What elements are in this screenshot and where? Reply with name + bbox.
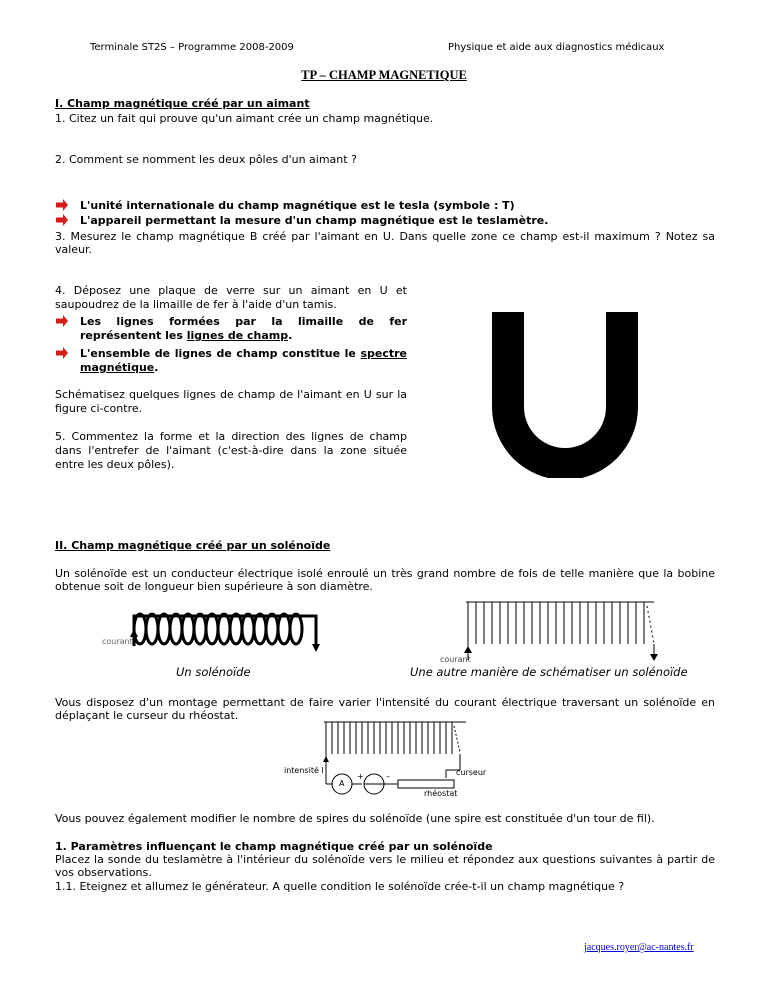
arrow-right-icon xyxy=(55,213,69,227)
solenoid-schema-figure xyxy=(464,598,662,662)
note-lignes-champ: Les lignes formées par la limaille de fer représentent les lignes de champ. xyxy=(80,315,407,342)
question-2: 2. Comment se nomment les deux pôles d'un aimant ? xyxy=(55,153,357,166)
circuit-plus-label: + xyxy=(357,772,364,781)
arrow-right-icon xyxy=(55,314,69,328)
question-5: 5. Commentez la forme et la direction des lignes de champ dans l'entrefer de l'aimant (c'est-à-dire dans la zone située entre les deux pôles). xyxy=(55,430,407,471)
note-teslametre: L'appareil permettant la mesure d'un champ magnétique est le teslamètre. xyxy=(80,214,549,227)
note-spectre: L'ensemble de lignes de champ constitue le spectre magnétique. xyxy=(80,347,407,374)
solenoid-intro: Un solénoïde est un conducteur électrique isolé enroulé un très grand nombre de fois de telle manière que la bobine obtenue soit de longueur bien supérieure à son diamètre. xyxy=(55,567,715,593)
circuit-cursor-label: curseur xyxy=(456,768,487,777)
circuit-rheostat-label: rhéostat xyxy=(424,789,458,798)
header-left: Terminale ST2S – Programme 2008-2009 xyxy=(90,42,294,53)
circuit-intensity-label: intensité I xyxy=(284,766,324,775)
montage-text: Vous disposez d'un montage permettant de faire varier l'intensité du courant électrique traversant un solénoïde en déplaçant le curseur du rhéostat. xyxy=(55,696,715,722)
fig2-label: courant xyxy=(440,655,471,664)
fig2-caption: Une autre manière de schématiser un solénoïde xyxy=(410,665,688,679)
section1-heading: I. Champ magnétique créé par un aimant xyxy=(55,97,310,110)
fig1-caption: Un solénoïde xyxy=(176,665,251,679)
schema-instruction: Schématisez quelques lignes de champ de l'aimant en U sur la figure ci-contre. xyxy=(55,388,407,415)
arrow-right-icon xyxy=(55,346,69,360)
note-tesla: L'unité internationale du champ magnétique est le tesla (symbole : T) xyxy=(80,199,515,212)
circuit-ammeter-label: A xyxy=(339,779,345,788)
circuit-figure xyxy=(276,718,498,800)
question-1-1: 1.1. Eteignez et allumez le générateur. A quelle condition le solénoïde crée-t-il un champ magnétique ? xyxy=(55,880,625,893)
page-title: TP – CHAMP MAGNETIQUE xyxy=(301,68,467,82)
question-3: 3. Mesurez le champ magnétique B créé par l'aimant en U. Dans quelle zone ce champ est-il maximum ? Notez sa valeur. xyxy=(55,230,715,256)
sub1-text: Placez la sonde du teslamètre à l'intérieur du solénoïde vers le milieu et répondez aux questions suivantes à partir de vos observations. xyxy=(55,853,715,879)
spires-text: Vous pouvez également modifier le nombre de spires du solénoïde (une spire est constituée d'un tour de fil). xyxy=(55,812,655,825)
u-magnet-figure xyxy=(490,312,640,478)
sub1-heading: 1. Paramètres influençant le champ magnétique créé par un solénoïde xyxy=(55,840,493,853)
fig1-label: courant xyxy=(102,637,133,646)
arrow-right-icon xyxy=(55,198,69,212)
section2-heading: II. Champ magnétique créé par un solénoïde xyxy=(55,539,331,552)
footer-email-link[interactable]: jacques.royer@ac-nantes.fr xyxy=(584,942,694,953)
circuit-minus-label: – xyxy=(386,772,390,781)
header-right: Physique et aide aux diagnostics médicaux xyxy=(448,42,665,53)
solenoid-coil-figure xyxy=(98,604,332,658)
question-4: 4. Déposez une plaque de verre sur un aimant en U et saupoudrez de la limaille de fer à l'aide d'un tamis. xyxy=(55,284,407,311)
question-1: 1. Citez un fait qui prouve qu'un aimant crée un champ magnétique. xyxy=(55,112,434,125)
